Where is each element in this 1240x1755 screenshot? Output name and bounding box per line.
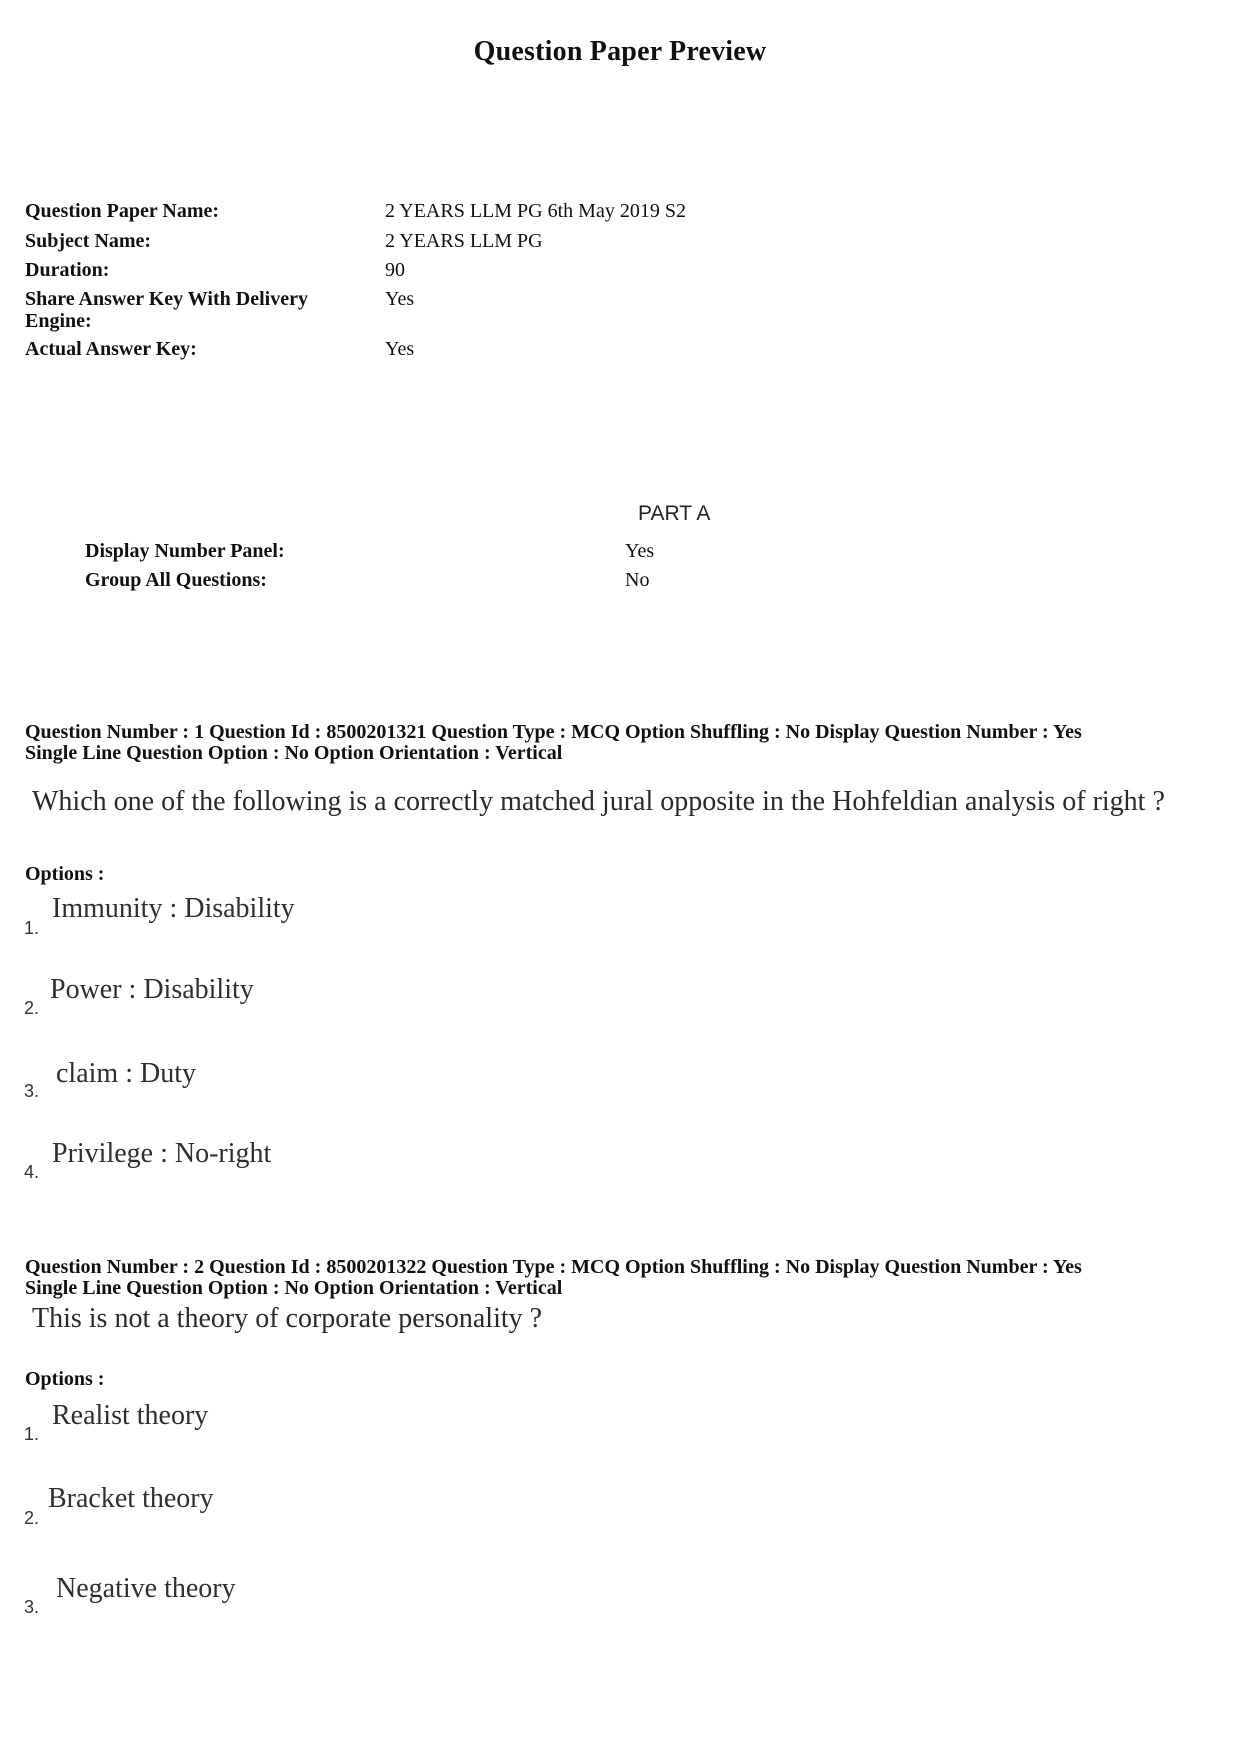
question-1-option-1-number: 1. (24, 918, 40, 938)
question-1-option-1-text: Immunity : Disability (52, 893, 295, 924)
meta-value-subject-name: 2 YEARS LLM PG (385, 230, 543, 252)
meta-label-duration: Duration: (25, 259, 110, 281)
question-2-options-label: Options : (25, 1368, 105, 1390)
meta-label-subject-name: Subject Name: (25, 230, 152, 252)
question-2-option-3-text: Negative theory (56, 1573, 236, 1604)
meta-value-duration: 90 (385, 259, 405, 281)
question-2-option-1-number: 1. (24, 1424, 40, 1444)
part-value-group-all-questions: No (625, 569, 650, 591)
question-1-option-2-number: 2. (24, 998, 40, 1018)
meta-value-share-answer-key: Yes (385, 288, 415, 310)
question-2-option-2-text: Bracket theory (48, 1483, 214, 1514)
question-2-option-1-text: Realist theory (52, 1400, 209, 1431)
meta-label-actual-answer-key: Actual Answer Key: (25, 338, 197, 360)
meta-value-actual-answer-key: Yes (385, 338, 415, 360)
question-2-header-line1: Question Number : 2 Question Id : 8500201322 Question Type : MCQ Option Shuffling : No Display Question Number : Yes (25, 1256, 1082, 1278)
page-title: Question Paper Preview (473, 36, 767, 67)
question-1-option-3-text: claim : Duty (56, 1058, 196, 1089)
meta-label-share-answer-key: Share Answer Key With Delivery Engine: (25, 288, 308, 332)
question-1-option-2-text: Power : Disability (50, 974, 254, 1005)
question-1-option-4-text: Privilege : No-right (52, 1138, 272, 1169)
question-2-header-line2: Single Line Question Option : No Option Orientation : Vertical (25, 1277, 563, 1299)
question-1-option-4-number: 4. (24, 1162, 40, 1182)
part-value-display-number-panel: Yes (625, 540, 655, 562)
question-1-header-line1: Question Number : 1 Question Id : 8500201321 Question Type : MCQ Option Shuffling : No Display Question Number : Yes (25, 721, 1082, 743)
question-1-option-3-number: 3. (24, 1081, 40, 1101)
question-1-header-line2: Single Line Question Option : No Option Orientation : Vertical (25, 742, 563, 764)
meta-label-paper-name: Question Paper Name: (25, 200, 220, 222)
question-2-option-3-number: 3. (24, 1597, 40, 1617)
meta-value-paper-name: 2 YEARS LLM PG 6th May 2019 S2 (385, 200, 686, 222)
question-2-text: This is not a theory of corporate personality ? (32, 1303, 543, 1334)
question-1-text: Which one of the following is a correctly matched jural opposite in the Hohfeldian analysis of right ? (32, 786, 1165, 817)
part-label-group-all-questions: Group All Questions: (85, 569, 267, 591)
part-title: PART A (638, 502, 711, 525)
part-label-display-number-panel: Display Number Panel: (85, 540, 285, 562)
question-1-options-label: Options : (25, 863, 105, 885)
question-2-option-2-number: 2. (24, 1508, 40, 1528)
